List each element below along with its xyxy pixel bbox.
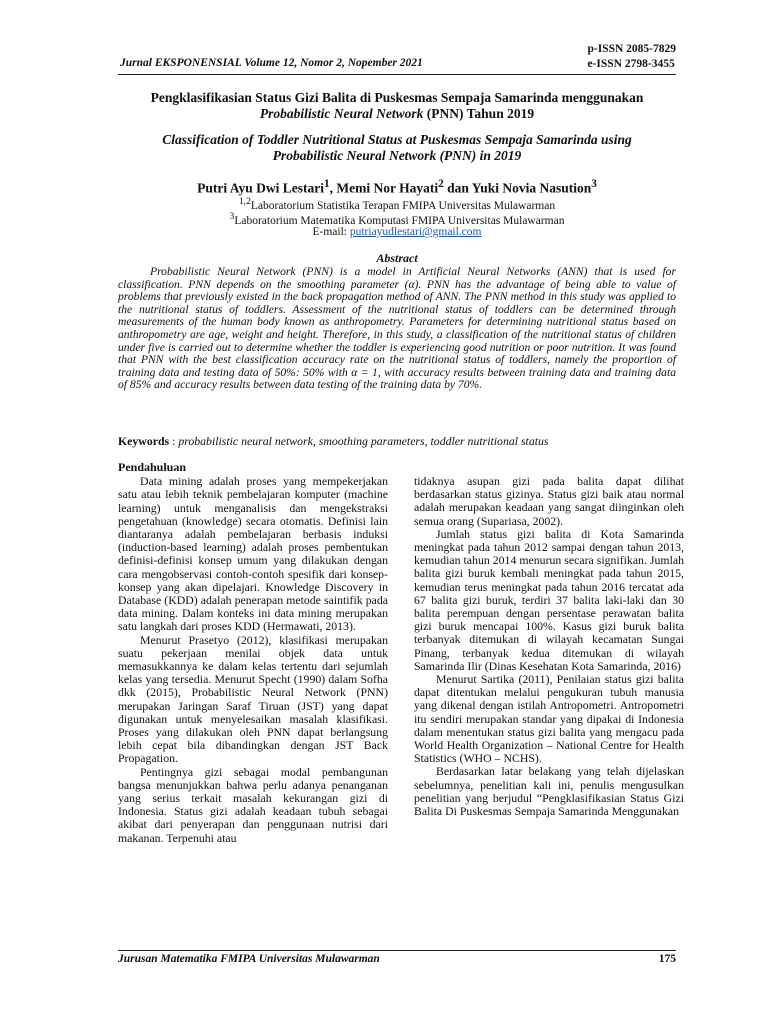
paragraph: tidaknya asupan gizi pada balita dapat dilihat berdasarkan status gizinya. Status gizi baik atau normal adalah merupakan keadaan yang sangat diinginkan oleh semua orang (Supariasa, 2002). [414, 474, 684, 528]
author-2-sup: 2 [438, 178, 444, 190]
keywords-sep: : [169, 434, 179, 448]
keywords [118, 434, 676, 449]
paragraph: Data mining adalah proses yang mempekerjakan satu atau lebih teknik pembelajaran komputer (machine learning) untuk menganalisis dan mengekstraksi pengetahuan (knowledge) secara otomatis. Definisi lain diantaranya adalah pembelajaran berbasis induksi (induction-based learning) adalah proses pembentukan definisi-definisi konsep umum yang dilakukan dengan cara mengobservasi contoh-contoh spesifik dari konsep-konsep yang akan dipelajari. Knowledge Discovery in Database (KDD) adalah penerapan metode saintifik pada data mining. Dalam konteks ini data mining merupakan satu langkah dari proses KDD (Hermawati, 2013). [118, 474, 388, 634]
title-id-line1: Pengklasifikasian Status Gizi Balita di Puskesmas Sempaja Samarinda menggunakan [150, 90, 644, 105]
issn-block [587, 42, 676, 72]
abstract-text: Probabilistic Neural Network (PNN) is a model in Artificial Neural Networks (ANN) that is used for classification. PNN depends on the smoothing parameter (α). PNN has the advantage of being able to value of problems that previously existed in the back propagation method of ANN. The PNN method in this study was applied to the nutritional status of toddlers. Assessment of the nutritional status of toddlers can be determined through measurements of the human body known as anthropometry. Parameters for determining nutritional status based on anthropometry are age, weight and height. Therefore, in this study, a classification of the nutritional status of children under five is carried out to determine whether the toddler is experiencing good nutrition or poor nutrition. It was found that PNN with the best classification accuracy rate on the nutritional status of toddlers, namely the proportion of training data and testing data of 50%: 50% with α = 1, with accuracy results between training data and training data of 85% and accuracy results between data testing of the training data by 70%. [118, 265, 676, 392]
keywords-label: Keywords [118, 434, 170, 448]
paragraph: Menurut Prasetyo (2012), klasifikasi merupakan suatu pekerjaan menilai objek data untuk memasukkannya ke dalam kelas tertentu dari sejumlah kelas yang tersedia. Menurut Specht (1990) dalam Sofha dkk (2015), Probabilistic Neural Network (PNN) merupakan Jaringan Saraf Tiruan (JST) yang dapat digunakan untuk menyelesaikan masalah klasifikasi. Proses yang dilakukan oleh PNN dapat berlangsung lebih cepat bila dibandingkan dengan JST Back Propagation. [118, 632, 388, 766]
paragraph: Menurut Sartika (2011), Penilaian status gizi balita dapat ditentukan melalui pengukuran tubuh manusia yang dikenal dengan istilah Antropometri. Antropometri itu sendiri merupakan standar yang dipakai di Indonesia dalam menentukan status gizi balita yang mengacu pada World Health Organization – National Centre for Health Statistics (WHO – NCHS). [414, 672, 684, 766]
title-en-line1: Classification of Toddler Nutritional Status at Puskesmas Sempaja Samarinda using [162, 132, 632, 147]
right-column [414, 475, 684, 818]
eissn: e-ISSN 2798-3455 [587, 58, 675, 70]
title-en-line2: Probabilistic Neural Network (PNN) in 2019 [272, 148, 522, 163]
footer-rule [118, 950, 676, 951]
header-rule [118, 74, 676, 75]
pissn: p-ISSN 2085-7829 [587, 43, 676, 55]
author-1-sup: 1 [323, 178, 330, 190]
affiliation-2-text: Laboratorium Matematika Komputasi FMIPA Universitas Mulawarman [234, 214, 565, 227]
footer-department: Jurusan Matematika FMIPA Universitas Mulawarman [118, 953, 380, 965]
section-heading: Pendahuluan [118, 460, 187, 474]
author-3-sup: 3 [591, 178, 597, 190]
email-link[interactable]: putriayudlestari@gmail.com [349, 226, 482, 238]
keywords-text: probabilistic neural network, smoothing parameters, toddler nutritional status [178, 434, 549, 448]
paragraph: Jumlah status gizi balita di Kota Samarinda meningkat pada tahun 2012 sampai dengan tahun 2013, kemudian tahun 2014 menurun secara signifikan. Jumlah balita gizi buruk kembali meningkat pada tahun 2015, kemudian terus meningkat pada tahun 2016 tercatat ada 67 balita gizi buruk, terdiri 37 balita laki-laki dan 30 balita perempuan dengan persentase perawatan balita gizi buruk mencapai 100%. Kasus gizi buruk balita terbanyak ditemukan di wilayah kecamatan Sungai Pinang, terbanyak kedua ditemukan di wilayah Samarinda Ilir (Dinas Kesehatan Kota Samarinda, 2016) [414, 526, 684, 673]
title-english [118, 132, 676, 164]
title-id-line2 [118, 106, 676, 122]
author-2: Memi Nor Hayati [336, 180, 439, 196]
author-3: Yuki Novia Nasution [471, 180, 592, 196]
abstract-heading: Abstract [376, 251, 418, 265]
email-line [118, 225, 676, 239]
paragraph: Berdasarkan latar belakang yang telah dijelaskan sebelumnya, penelitian kali ini, penulis mengusulkan penelitian yang berjudul “Pengklasifikasian Status Gizi Balita Di Puskesmas Sempaja Samarinda Menggunakan [414, 764, 684, 819]
email-label: E-mail: [312, 226, 350, 238]
affiliation-1-text: Laboratorium Statistika Terapan FMIPA Universitas Mulawarman [250, 199, 556, 212]
title-indonesian [118, 90, 676, 122]
affiliation-1-sup: 1,2 [238, 196, 251, 207]
left-column [118, 461, 388, 845]
authors [118, 178, 676, 197]
page-number: 175 [658, 953, 676, 965]
paragraph: Pentingnya gizi sebagai modal pembangunan bangsa menunjukkan bahwa perlu adanya penanganan yang serius terkait masalah kekurangan gizi di Indonesia. Status gizi adalah keadaan tubuh sebagai akibat dari penyerapan dan penggunaan nutrisi dari makanan. Terpenuhi atau [118, 764, 388, 845]
author-sep: dan [443, 180, 472, 196]
affiliation-2-sup: 3 [229, 211, 235, 222]
journal-header: Jurnal EKSPONENSIAL Volume 12, Nomor 2, Nopember 2021 [120, 57, 423, 69]
title-id-rest: (PNN) Tahun 2019 [423, 106, 535, 121]
title-id-italic: Probabilistic Neural Network [259, 106, 424, 121]
author-1: Putri Ayu Dwi Lestari [197, 180, 324, 196]
author-sep: , [329, 180, 337, 196]
